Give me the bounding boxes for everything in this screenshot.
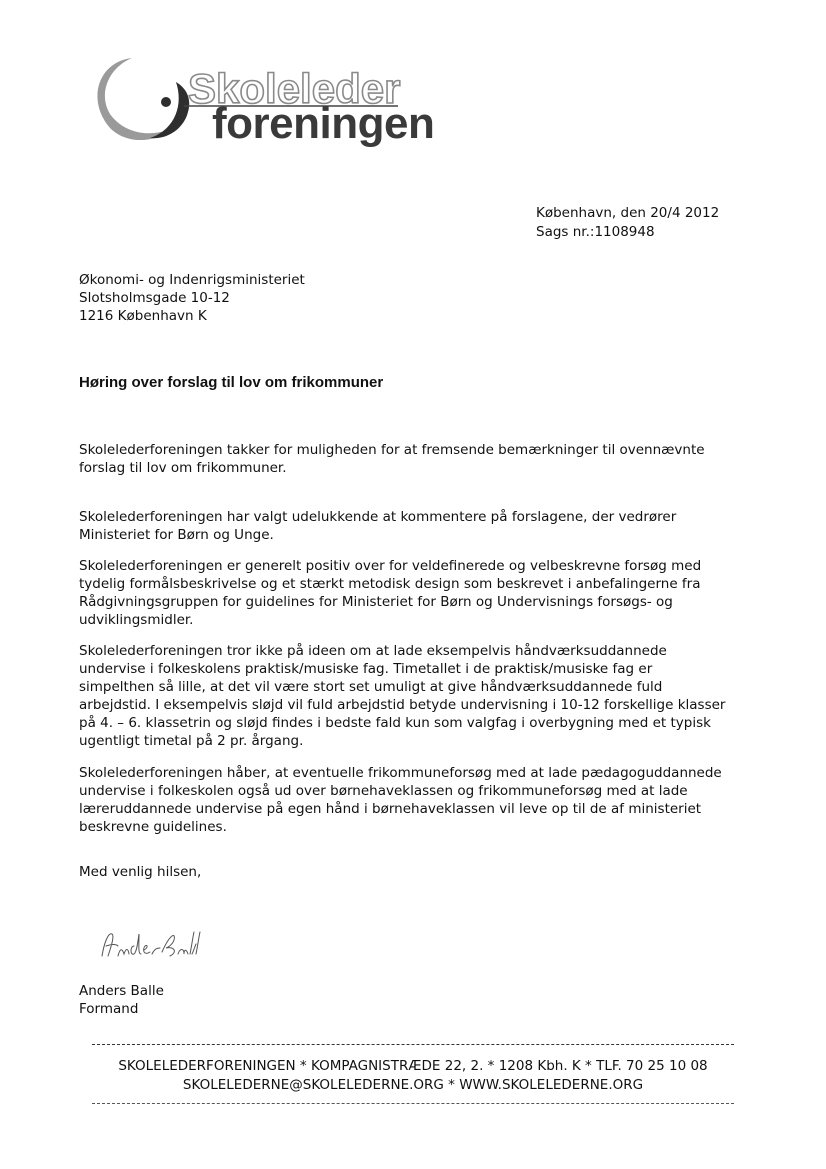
signer-title: Formand (79, 1001, 139, 1017)
logo-text-line1: Skoleleder (188, 65, 401, 112)
body-paragraph-2: Skolelederforeningen har valgt udelukkende at kommentere på forslagene, der vedrører Ministeriet for Børn og Unge. (79, 509, 677, 543)
date-block (536, 204, 719, 242)
logo-text-line2: foreningen (212, 99, 435, 148)
body-paragraph-3: Skolelederforeningen er generelt positiv over for veldefinerede og velbeskrevne forsøg med tydelig formålsbeskrivelse og et stærkt metodisk design som beskrevet i anbefalingerne fra Rådgivningsgruppen for guidelines for Ministeriet for Børn og Undervisnings forsøgs- og udviklingsmidler. (79, 558, 702, 628)
footer-address-line: SKOLELEDERFORENINGEN * KOMPAGNISTRÆDE 22, 2. * 1208 Kbh. K * TLF. 70 25 10 08 (118, 1058, 708, 1074)
recipient-address (79, 271, 305, 325)
letter-date: København, den 20/4 2012 (536, 205, 720, 221)
organization-logo (80, 50, 435, 150)
case-number: Sags nr.:1108948 (536, 224, 655, 240)
handwritten-signature (96, 926, 206, 962)
recipient-street: Slotsholmsgade 10-12 (79, 290, 230, 306)
footer-contact-line: SKOLELEDERNE@SKOLELEDERNE.ORG * WWW.SKOLELEDERNE.ORG (182, 1077, 644, 1093)
recipient-city: 1216 København K (79, 308, 207, 324)
letter-subject: Høring over forslag til lov om frikommuner (79, 374, 384, 391)
footer-divider-bottom (92, 1103, 734, 1104)
closing-line: Med venlig hilsen, (79, 864, 202, 880)
body-paragraph-4: Skolelederforeningen tror ikke på ideen om at lade eksempelvis håndværksuddannede undervise i folkeskolens praktisk/musiske fag. Timetallet i de praktisk/musiske fag er simpelthen så lille, at det vil være stort set umuligt at give håndværksuddannede fuld arbejdstid. I eksempelvis sløjd vil fuld arbejdstid betyde undervisning i 10-12 forskellige klasser på 4. – 6. klassetrin og sløjd findes i bedste fald kun som valgfag i overbygning med et typisk ugentligt timetal på 2 pr. årgang. (79, 643, 726, 749)
signer-block (79, 982, 164, 1018)
footer-divider-top (92, 1044, 734, 1045)
letter-footer (92, 1044, 734, 1104)
body-paragraph-5: Skolelederforeningen håber, at eventuelle frikommuneforsøg med at lade pædagoguddannede undervise i folkeskolen også ud over børnehaveklassen og frikommuneforsøg med at lade læreruddannede undervise på egen hånd i børnehaveklassen vil leve op til de af ministeriet beskrevne guidelines. (79, 765, 722, 835)
body-paragraph-1: Skolelederforeningen takker for muligheden for at fremsende bemærkninger til ovennævnte forslag til lov om frikommuner. (79, 442, 705, 476)
signer-name: Anders Balle (79, 983, 164, 999)
recipient-name: Økonomi- og Indenrigsministeriet (79, 272, 305, 288)
